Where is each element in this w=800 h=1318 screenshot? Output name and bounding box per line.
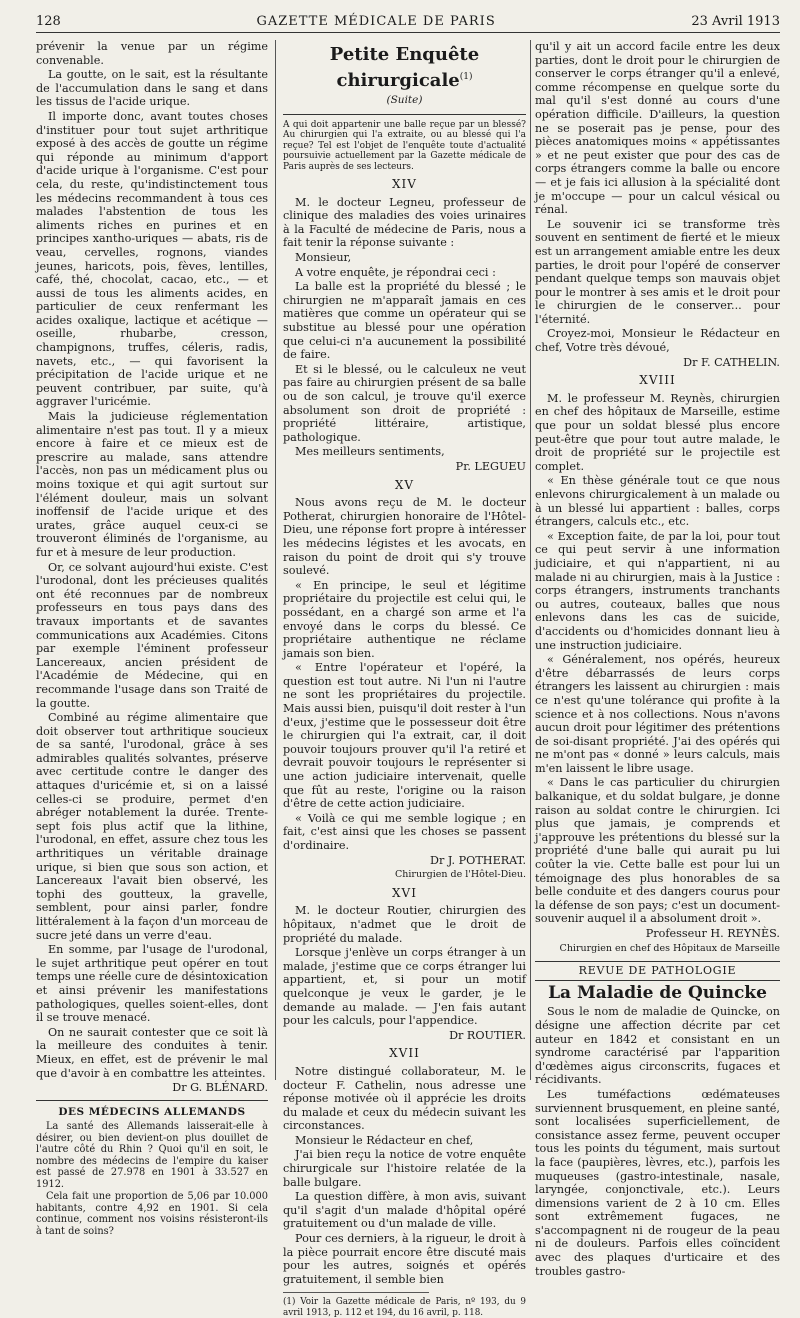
paragraph: Sous le nom de maladie de Quincke, on désigne une affection décrite par cet auteur en 1842 et consistant en un syndrome caractérisé par l'apparition d'œdèmes aigus circonscrits, fugaces et récidivants.	[535, 1005, 780, 1087]
author-signature: Dr ROUTIER.	[449, 1028, 526, 1042]
paragraph: Et si le blessé, ou le calculeux ne veut pas faire au chirurgien présent de sa balle ou de son calcul, je trouve qu'il exerce absolument son droit de propriété : propriété littéraire, artistique, pathologique.	[283, 362, 526, 444]
article-intro: A qui doit appartenir une balle reçue par un blessé? Au chirurgien qui l'a extraite, ou au blessé qui l'a reçue? Tel est l'objet de l'enquête toute d'actualité poursuivie actuellement par la Gazette médicale de Paris auprès de ses lecteurs.	[283, 119, 526, 172]
news-box-title: DES MÉDECINS ALLEMANDS	[58, 1105, 246, 1118]
column-divider	[275, 40, 276, 1080]
column-2	[283, 40, 526, 1318]
paragraph: Pour ces derniers, à la rigueur, le droit à la pièce pourrait encore être discuté mais pour les autres, soignés et opérés gratuitement, il semble bien	[283, 1232, 526, 1286]
news-paragraph: La santé des Allemands laisserait-elle à désirer, ou bien devient-on plus douillet de l'autre côté du Rhin ? Quoi qu'il en soit, le nombre des médecins de l'empire du kaiser est passé de 27.978 en 1901 à 33.527 en 1912.	[36, 1121, 268, 1190]
paragraph: « Exception faite, de par la loi, pour tout ce qui peut servir à une information judiciaire, et qui n'appartient, ni au malade ni au chirurgien, mais à la Justice : corps étrangers, instruments tranchants ou autres, couteaux, balles que nous enlevons dans les cas de suicide, d'accidents ou d'homicides donnant lieu à une instruction judiciaire.	[535, 529, 780, 652]
footnote-rule	[283, 1292, 429, 1293]
column-3	[535, 40, 780, 1278]
paragraph: Le souvenir ici se transforme très souvent en sentiment de fierté et le mieux est un arrangement amiable entre les deux parties, le droit pour l'opéré de conserver pendant quelque temps son mauvais objet pour le montrer à ses amis et le droit pour le chirurgien de le conserver... pour l'éternité.	[535, 217, 780, 326]
paragraph: Lorsque j'enlève un corps étranger à un malade, j'estime que ce corps étranger lui appartient, et, si pour un motif quelconque je veux le garder, je le demande au malade. — J'en fais autant pour les calculs, pour l'appendice.	[283, 946, 526, 1028]
author-signature: Dr J. POTHERAT.	[430, 853, 526, 867]
paragraph: « Généralement, nos opérés, heureux d'être débarrassés de leurs corps étrangers les laissent au chirurgien : mais ce n'est qu'une tolérance qui profite à la science et à nos collections. Nous n'avons aucun droit pour légitimer des prétentions de soi-disant propriété. J'ai des opérés qui ne m'ont pas « donné » leurs calculs, mais m'en laissent le libre usage.	[535, 653, 780, 775]
section-number: XVII	[389, 1046, 420, 1061]
paragraph: Les tuméfactions œdémateuses surviennent brusquement, en pleine santé, sont localisées superficiellement, de consistance assez ferme, peuvent occuper tous les points du tégument, mais surtout la face (paupières, lèvres, etc.), parfois les muqueuses (gastro-intestinale, nasale, laryngée, conjonctivale, etc.). Leurs dimensions varient de 2 à 10 cm. Elles sont extrêmement fugaces, ne s'accompagnent ni de rougeur de la peau ni de douleurs. Parfois elles coïncident avec des plaques d'urticaire et des troubles gastro-	[535, 1087, 780, 1278]
paragraph: prévenir la venue par un régime convenable.	[36, 40, 268, 67]
paragraph: La goutte, on le sait, est la résultante de l'accumulation dans le sang et dans les tissus de l'acide urique.	[36, 68, 268, 109]
article-title: La Maladie de Quincke	[548, 982, 767, 1003]
page-number: 128	[36, 13, 61, 29]
paragraph: Mais la judicieuse réglementation alimentaire n'est pas tout. Il y a mieux encore à faire et ce mieux est de prescrire au malade, sans attendre l'accès, non pas un médicament plus ou moins toxique et qui agit surtout sur l'élément douleur, mais un solvant inoffensif de l'acide urique et des urates, grâce auquel ceux-ci se trouveront éliminés de l'organisme, au fur et à mesure de leur production.	[36, 410, 268, 559]
paragraph: M. le docteur Routier, chirurgien des hôpitaux, n'admet que le droit de propriété du malade.	[283, 904, 526, 945]
section-number: XIV	[392, 177, 417, 192]
paragraph: Notre distingué collaborateur, M. le docteur F. Cathelin, nous adresse une réponse motivée où il apprécie les droits du malade et ceux du médecin suivant les circonstances.	[283, 1064, 526, 1133]
paragraph: Il importe donc, avant toutes choses d'instituer pour tout sujet arthritique exposé à des accès de goutte un régime qui réponde au minimum d'apport d'acide urique à l'organisme. C'est pour cela, du reste, qu'indistinctement tous les médecins recommandent à tous ces malades l'abstention de tous les aliments riches en purines et en principes xantho-uriques — abats, ris de veau, cervelles, rognons, viandes jeunes, haricots, pois, fèves, lentilles, café, thé, chocolat, cacao, etc., — et aussi de tous les aliments acides, en particulier de ceux renfermant les acides oxalique, lactique et acétique — oseille, rhubarbe, cresson, champignons, truffes, céleris, radis, navets, etc., — qui favorisent la précipitation de l'acide urique et ne peuvent contribuer, par suite, qu'à aggraver l'uricémie.	[36, 109, 268, 409]
author-signature: Dr G. BLÉNARD.	[172, 1081, 268, 1095]
paragraph: La question diffère, à mon avis, suivant qu'il s'agit d'un malade d'hôpital opéré gratuitement ou d'un malade de ville.	[283, 1190, 526, 1231]
paragraph: Croyez-moi, Monsieur le Rédacteur en chef, Votre très dévoué,	[535, 327, 780, 355]
paragraph: La balle est la propriété du blessé ; le chirurgien ne m'apparaît jamais en ces matières que comme un opérateur qui se substitue au blessé pour une opération que celui-ci n'a aucunement la possibilité de faire.	[283, 280, 526, 362]
paragraph: qu'il y ait un accord facile entre les deux parties, dont le droit pour le chirurgien de conserver le corps étranger qu'il a enlevé, comme récompense en quelque sorte du mal qu'il s'est donné au cours d'une opération difficile. D'ailleurs, la question ne se poserait pas je pense, pour des pièces anatomiques moins « appétissantes » et ne peut exister que pour des cas de corps étrangers comme la balle ou encore — et je fais ici allusion à la spécialité dont je m'occupe — pour un calcul vésical ou rénal.	[535, 40, 780, 217]
article-title: Petite Enquête chirurgicale$^{(1)}$	[329, 44, 480, 91]
section-number: XV	[394, 477, 415, 492]
paragraph: On ne saurait contester que ce soit là la meilleure des conduites à tenir. Mieux, en effet, est de prévenir le mal que d'avoir à en combattre les atteintes.	[36, 1025, 268, 1080]
author-title: Chirurgien en chef des Hôpitaux de Marseille	[559, 942, 780, 954]
paragraph: En somme, par l'usage de l'urodonal, le sujet arthritique peut opérer en tout temps une réelle cure de désintoxication et ainsi prévenir les manifestations pathologiques, quelles soient-elles, dont il se trouve menacé.	[36, 943, 268, 1025]
footnote: (1) Voir la Gazette médicale de Paris, nº 193, du 9 avril 1913, p. 112 et 194, du 16 avril, p. 118.	[283, 1297, 526, 1318]
paragraph: Mes meilleurs sentiments,	[295, 445, 445, 459]
section-rubric: REVUE DE PATHOLOGIE	[535, 961, 780, 981]
paragraph: M. le professeur M. Reynès, chirurgien en chef des hôpitaux de Marseille, estime que pour un soldat blessé plus encore peut-être que pour tout autre malade, le droit de propriété sur le projectile est complet.	[535, 391, 780, 473]
news-paragraph: Cela fait une proportion de 5,06 par 10.000 habitants, contre 4,92 en 1901. Si cela continue, comment nos voisins résisteront-ils à tant de soins?	[36, 1191, 268, 1237]
footnote-marker: (1)	[459, 72, 473, 82]
paragraph: Combiné au régime alimentaire que doit observer tout arthritique soucieux de sa santé, l'urodonal, grâce à ses admirables qualités solvantes, préserve avec certitude contre le danger des attaques d'uricémie et, si on a laissé celles-ci se produire, permet d'en abréger notablement la durée. Trente-sept fois plus actif que la lithine, l'urodonal, en effet, assure chez tous les arthritiques un véritable drainage urique, si bien que sous son action, et Lancereaux l'avait bien observé, les tophi des goutteux, la gravelle, semblent, pour ainsi parler, fondre littéralement à la façon d'un morceau de sucre jeté dans un verre d'eau.	[36, 711, 268, 942]
divider	[36, 1100, 268, 1101]
paragraph: « Entre l'opérateur et l'opéré, la question est tout autre. Ni l'un ni l'autre ne sont les propriétaires du projectile. Mais aussi bien, puisqu'il doit rester à l'un d'eux, j'estime que le possesseur doit être le chirurgien qui l'a extrait, car, il doit pouvoir toujours prouver qu'il l'a retiré et devrait pouvoir toujours le représenter si une action judiciaire intervenait, quelle que fût au reste, l'origine ou la raison d'être de cette action judiciaire.	[283, 661, 526, 811]
paragraph: Nous avons reçu de M. le docteur Potherat, chirurgien honoraire de l'Hôtel-Dieu, une réponse fort propre à intéresser les médecins légistes et les avocats, en raison du point de droit qui s'y trouve soulevé.	[283, 496, 526, 578]
paragraph: « Voilà ce qui me semble logique ; en fait, c'est ainsi que les choses se passent d'ordinaire.	[283, 811, 526, 852]
publication-title: GAZETTE MÉDICALE DE PARIS	[256, 13, 496, 29]
paragraph: J'ai bien reçu la notice de votre enquête chirurgicale sur l'histoire relatée de la balle bulgare.	[283, 1148, 526, 1189]
paragraph: « En principe, le seul et légitime propriétaire du projectile est celui qui, le possédant, en a chargé son arme et l'a envoyé dans le corps du blessé. Ce propriétaire authentique ne réclame jamais son bien.	[283, 578, 526, 660]
author-signature: Professeur H. REYNÈS.	[645, 927, 780, 940]
section-number: XVIII	[639, 373, 676, 388]
column-divider	[530, 40, 531, 1080]
paragraph: Monsieur le Rédacteur en chef,	[295, 1133, 474, 1147]
paragraph: « En thèse générale tout ce que nous enlevons chirurgicalement à un malade ou à un blessé lui appartient : balles, corps étrangers, calculs etc., etc.	[535, 474, 780, 529]
page-header	[36, 10, 780, 33]
author-title: Chirurgien de l'Hôtel-Dieu.	[395, 869, 526, 881]
author-signature: Dr F. CATHELIN.	[683, 355, 780, 369]
paragraph: A votre enquête, je répondrai ceci :	[295, 265, 496, 279]
article-subtitle: (Suite)	[386, 94, 423, 106]
issue-date: 23 Avril 1913	[691, 13, 780, 29]
column-1	[36, 40, 268, 1237]
author-signature: Pr. LEGUEU	[455, 459, 526, 473]
paragraph: M. le docteur Legneu, professeur de clinique des maladies des voies urinaires à la Faculté de médecine de Paris, nous a fait tenir la réponse suivante :	[283, 195, 526, 250]
divider	[283, 114, 526, 115]
paragraph: Or, ce solvant aujourd'hui existe. C'est l'urodonal, dont les précieuses qualités ont été reconnues par de nombreux professeurs en tous pays dans des travaux importants et de savantes communications aux Académies. Citons par exemple l'éminent professeur Lancereaux, ancien président de l'Académie de Médecine, qui en recommande l'usage dans son Traité de la goutte.	[36, 560, 268, 710]
paragraph: « Dans le cas particulier du chirurgien balkanique, et du soldat bulgare, je donne raison au soldat contre le chirurgien. Ici plus que jamais, je comprends et j'approuve les prétentions du blessé sur la propriété d'une balle qui aurait pu lui coûter la vie. Cette balle est pour lui un témoignage des plus honorables de sa belle conduite et des dangers courus pour la défense de son pays; c'est un document-souvenir auquel il a absolument droit ».	[535, 776, 780, 926]
paragraph: Monsieur,	[295, 251, 352, 265]
section-number: XVI	[392, 885, 417, 900]
